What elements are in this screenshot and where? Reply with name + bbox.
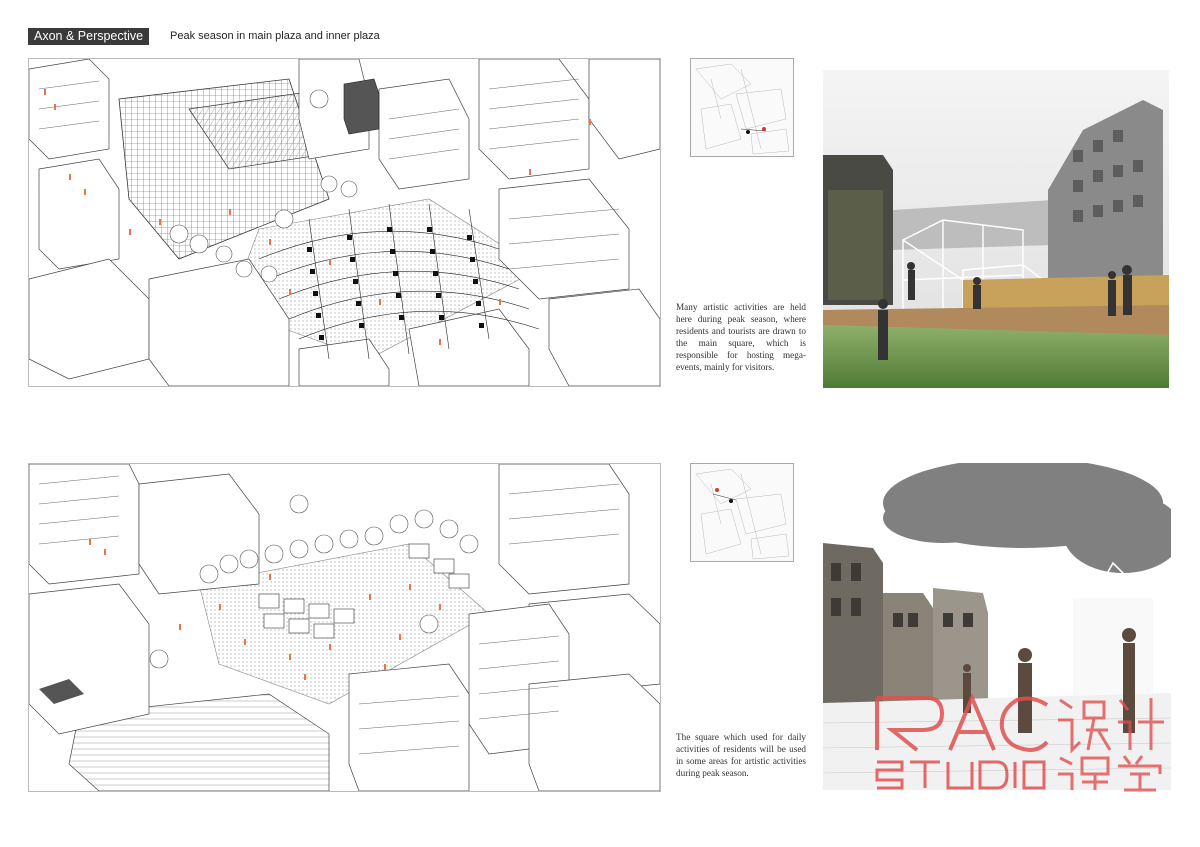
section-subtitle: Peak season in main plaza and inner plaza <box>170 30 380 42</box>
perspective-main-plaza-image <box>823 70 1169 388</box>
perspective-main-plaza <box>823 70 1169 388</box>
key-map-inner-plaza <box>690 463 794 562</box>
watermark-logo-mark <box>872 690 1167 792</box>
key-map-main-plaza <box>690 58 794 157</box>
key-map-main-plaza-drawing <box>691 59 793 156</box>
section-tag: Axon & Perspective <box>28 28 149 45</box>
description-main-plaza: Many artistic activities are held here during peak season, where residents and tourists are drawn to the main square, which is responsible for hosting mega-events, mainly for visitors. <box>676 302 806 372</box>
watermark-logo <box>872 690 1167 792</box>
axon-main-plaza-drawing <box>29 59 660 386</box>
axon-inner-plaza <box>28 463 661 792</box>
key-map-inner-plaza-drawing <box>691 464 793 561</box>
description-inner-plaza: The square which used for daily activities of residents will be used in some areas for artistic activities during peak season. <box>676 732 806 778</box>
axon-inner-plaza-drawing <box>29 464 660 791</box>
axon-main-plaza <box>28 58 661 387</box>
